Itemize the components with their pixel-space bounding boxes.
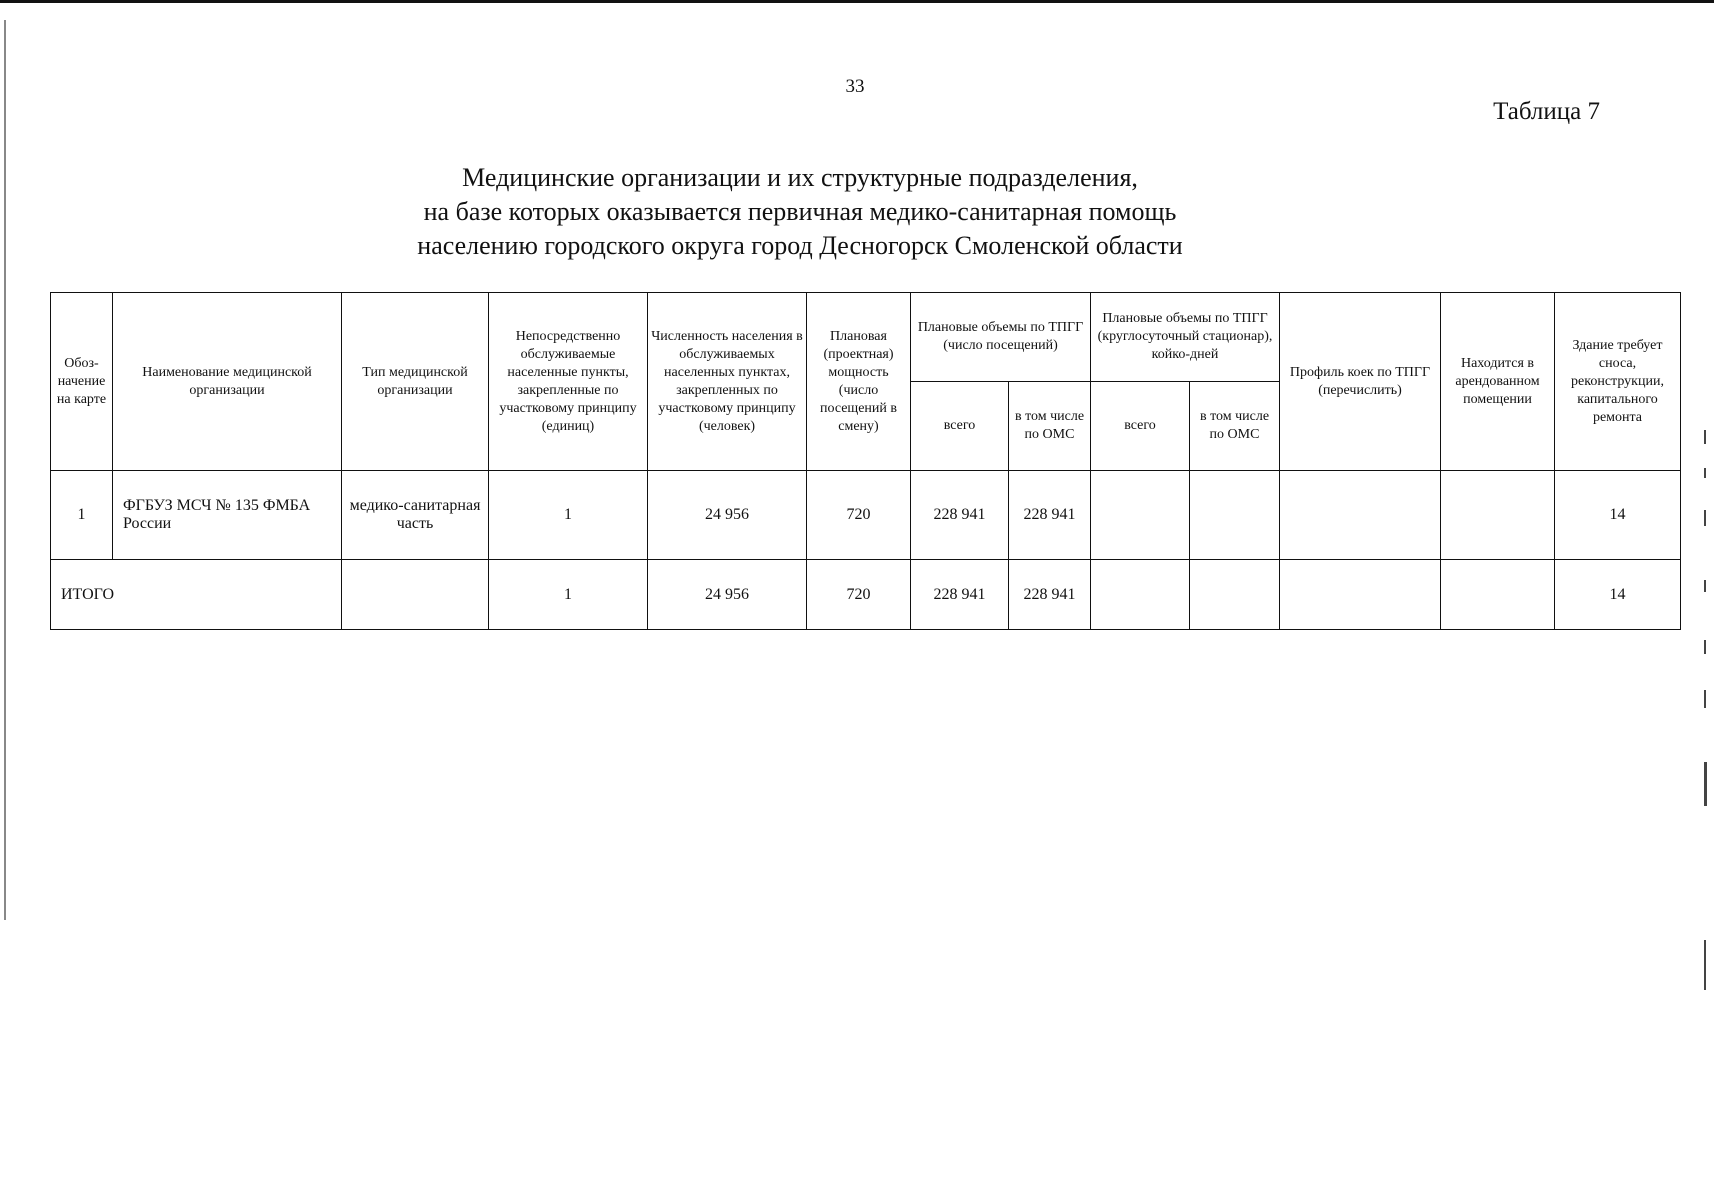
cell-total-population: 24 956: [648, 560, 807, 630]
header-bed-profile: Профиль коек по ТПГГ (перечислить): [1280, 293, 1441, 471]
cell-population: 24 956: [648, 471, 807, 560]
table-row: [51, 471, 1681, 560]
total-row: [51, 560, 1681, 630]
cell-total-visits-total: 228 941: [911, 560, 1009, 630]
header-visits-total: всего: [911, 382, 1009, 471]
cell-total-beds-oms: [1190, 560, 1280, 630]
cell-num: 1: [51, 471, 113, 560]
cell-total-type: [342, 560, 489, 630]
header-bed-days-volume: Плановые объемы по ТПГГ (круглосуточный стационар), койко-дней: [1091, 293, 1280, 382]
organizations-table: [50, 292, 1681, 630]
cell-total-rented: [1441, 560, 1555, 630]
cell-total-points: 1: [489, 560, 648, 630]
header-row: [51, 293, 1681, 382]
cell-org-name: ФГБУЗ МСЧ № 135 ФМБА России: [113, 471, 342, 560]
header-served-points: Непосредственно обслуживаемые населенные пункты, закрепленные по участковому принципу (единиц): [489, 293, 648, 471]
cell-bed-profile: [1280, 471, 1441, 560]
cell-beds-total: [1091, 471, 1190, 560]
header-rented: Находится в арендованном помещении: [1441, 293, 1555, 471]
page-number: 33: [845, 76, 865, 97]
header-capacity: Плановая (проектная) мощность (число посещений в смену): [807, 293, 911, 471]
cell-org-type: медико-санитарная часть: [342, 471, 489, 560]
right-scan-marks: [1704, 430, 1712, 1030]
cell-rented: [1441, 471, 1555, 560]
cell-total-repair: 14: [1555, 560, 1681, 630]
title-line: населению городского округа город Десногорск Смоленской области: [417, 231, 1183, 260]
cell-visits-oms: 228 941: [1009, 471, 1091, 560]
header-org-name: Наименование медицинской организации: [113, 293, 342, 471]
title-line: Медицинские организации и их структурные подразделения,: [462, 163, 1138, 192]
table-label: Таблица 7: [1493, 98, 1600, 125]
header-map-designation: Обоз-начение на карте: [51, 293, 113, 471]
cell-total-beds-total: [1091, 560, 1190, 630]
cell-total-visits-oms: 228 941: [1009, 560, 1091, 630]
header-population: Численность населения в обслуживаемых населенных пунктах, закрепленных по участковому принципу (человек): [648, 293, 807, 471]
cell-beds-oms: [1190, 471, 1280, 560]
cell-points: 1: [489, 471, 648, 560]
header-visits-oms: в том числе по ОМС: [1009, 382, 1091, 471]
cell-repair: 14: [1555, 471, 1681, 560]
header-org-type: Тип медицинской организации: [342, 293, 489, 471]
top-border-line: [0, 0, 1714, 3]
header-beds-total: всего: [1091, 382, 1190, 471]
cell-total-bed-profile: [1280, 560, 1441, 630]
header-beds-oms: в том числе по ОМС: [1190, 382, 1280, 471]
title-line: на базе которых оказывается первичная медико-санитарная помощь: [423, 197, 1177, 226]
header-visits-volume: Плановые объемы по ТПГГ (число посещений): [911, 293, 1091, 382]
cell-total-capacity: 720: [807, 560, 911, 630]
page-title: [300, 161, 1300, 263]
header-repair: Здание требует сноса, реконструкции, капитального ремонта: [1555, 293, 1681, 471]
cell-visits-total: 228 941: [911, 471, 1009, 560]
left-scan-edge: [4, 20, 6, 920]
cell-capacity: 720: [807, 471, 911, 560]
cell-total-label: ИТОГО: [51, 560, 342, 630]
